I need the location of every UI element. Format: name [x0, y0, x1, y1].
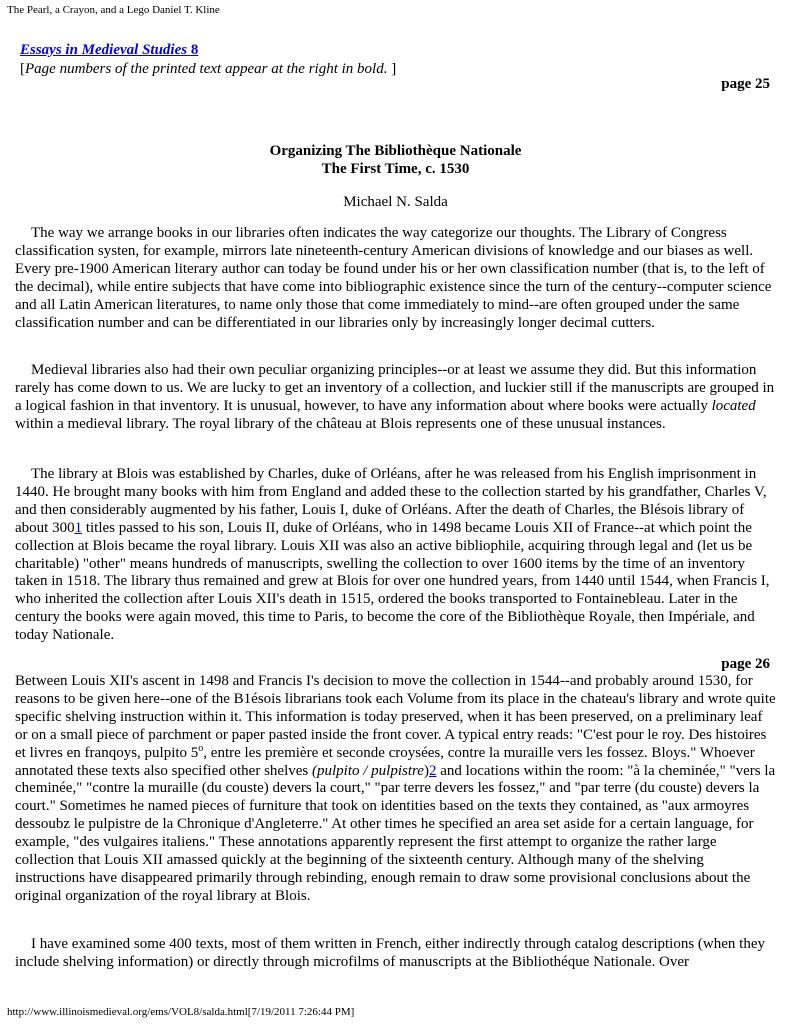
page-marker-25: page 25	[721, 76, 770, 92]
paragraph-4: Between Louis XII's ascent in 1498 and Francis I's decision to move the collection in 1544--and probably around 1530, for reasons to be given here--one of the B1ésois librarians took each Volume from its place in the chateau's library and wrote quite specific shelving instruction within it. This information is today preserved, when it has been preserved, on a preliminary leaf or on a small piece of parchment or paper pasted inside the front cover. A typical entry reads: "C'est pour le roy. Des histoires et livres en franqoys, pulpito 5$^o$, entre les première et seconde croysées, contre la muraille vers les fossez. Bloys." Whoever annotated these texts also specified other shelves (pulpito / pulpistre)2 and locations within the room: "à la cheminée," "vers la cheminée," "contre la muraille (du couste) devers la court," "par terre devers les fossez," and "par terre (du couste) devers la court." Sometimes he named pieces of furniture that took on identities based on the texts they contained, as "aux armoyres dessoubz le pulpistre de la Chronique d'Angleterre." At other times he specified an area set aside for a certain language, for example, "des vulgaires italiens." These annotations apparently represent the first attempt to organize the rather large collection that Louis XII amassed quickly at the beginning of the sixteenth century. Although many of the shelving instructions have disappeared primarily through rebinding, enough remain to draw some provisional conclusions about the original organization of the royal library at Blois.	[15, 673, 776, 904]
footnote-link-2[interactable]: 2	[428, 762, 437, 779]
superscript-o: o	[198, 742, 204, 754]
paragraph-2: Medieval libraries also had their own peculiar organizing principles--or at least we assume they did. But this information rarely has come down to us. We are lucky to get an inventory of a collection, and luckier still if the manuscripts are grouped in a logical fashion in that inventory. It is unusual, however, to have any information about where books were actually located within a medieval library. The royal library of the château at Blois represents one of these unusual instances.	[15, 362, 775, 432]
article-title	[0, 142, 791, 178]
journal-link[interactable]: Essays in Medieval Studies 8	[20, 42, 199, 58]
paragraph-5: I have examined some 400 texts, most of them written in French, either indirectly through catalog descriptions (when they include shelving information) or directly through microfilms of manuscripts at the Bibliothéque Nationale. Over	[15, 936, 765, 970]
page-marker-26: page 26	[721, 656, 770, 672]
author: Michael N. Salda	[343, 194, 448, 210]
paragraph-3: The library at Blois was established by Charles, duke of Orléans, after he was released from his English imprisonment in 1440. He brought many books with him from England and added these to the collection started by his grandfather, Charles V, and then considerably augmented by his father, Louis I, duke of Orléans. After the death of Charles, the Blésois library of about 3001 titles passed to his son, Louis II, duke of Orléans, who in 1498 became Louis XII of France--at which point the collection at Blois became the royal library. Louis XII was also an active bibliophile, acquiring through legal and (let us be charitable) "other" means hundreds of manuscripts, swelling the collection to over 1600 items by the time of an inventory taken in 1518. The library thus remained and grew at Blois for over one hundred years, from 1440 until 1544, when Francis I, who inherited the collection after Louis XII's death in 1515, ordered the books transported to Fontainebleau. Later in the century the books were again moved, this time to Paris, to become the core of the Bibliothèque Royale, then Impériale, and today Nationale.	[15, 466, 770, 644]
print-header: The Pearl, a Crayon, and a Lego Daniel T. Kline	[7, 4, 220, 16]
paragraph-1: The way we arrange books in our libraries often indicates the way categorize our thoughts. The Library of Congress classification systen, for example, mirrors late nineteenth-century American divisions of knowledge and our biases as well. Every pre-1900 American literary author can today be found under his or her own classification number (that is, to the left of the decimal), while entire subjects that have come into bibliographic existence since the turn of the century--computer science and all Latin American literatures, to name only those that come immediately to mind--are often grouped under the same classification number and can be differentiated in our libraries only by increasingly longer decimal cutters.	[15, 225, 772, 331]
title-line-1: Organizing The Bibliothèque Nationale	[269, 143, 522, 159]
title-line-2: The First Time, c. 1530	[321, 161, 470, 177]
print-footer-url: http://www.illinoismedieval.org/ems/VOL8/salda.html[7/19/2011 7:26:44 PM]	[7, 1006, 355, 1018]
journal-volume: 8	[190, 42, 199, 58]
journal-title	[20, 41, 198, 59]
footnote-link-1[interactable]: 1	[74, 519, 83, 536]
page-number-note: [Page numbers of the printed text appear at the right in bold. ]	[20, 61, 397, 77]
